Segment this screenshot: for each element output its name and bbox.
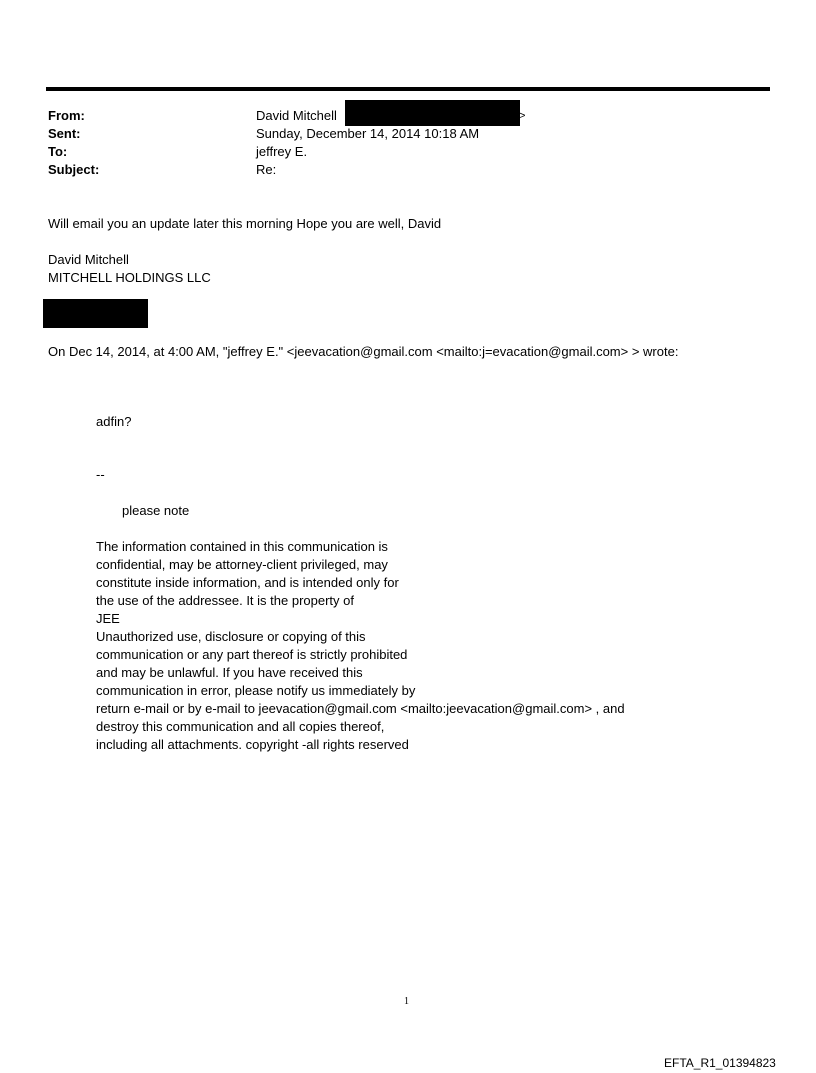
redaction-box <box>43 299 148 328</box>
disclaimer-line: JEE <box>96 611 120 626</box>
redaction-box <box>345 100 520 126</box>
disclaimer-line: communication or any part thereof is strictly prohibited <box>96 647 408 662</box>
disclaimer-line: communication in error, please notify us immediately by <box>96 683 416 698</box>
subject-value: Re: <box>256 162 277 177</box>
from-value: David Mitchell <box>256 108 337 123</box>
disclaimer-line: and may be unlawful. If you have received this <box>96 665 363 680</box>
to-value: jeffrey E. <box>256 144 308 159</box>
header-rule <box>46 87 770 91</box>
disclaimer-line: return e-mail or by e-mail to jeevacation@gmail.com <mailto:jeevacation@gmail.com> , and <box>96 701 625 716</box>
signature-name: David Mitchell <box>48 252 129 267</box>
document-id: EFTA_R1_01394823 <box>664 1056 776 1070</box>
subject-label: Subject: <box>48 162 100 177</box>
disclaimer-line: confidential, may be attorney-client privileged, may <box>96 557 388 572</box>
sent-value: Sunday, December 14, 2014 10:18 AM <box>256 126 480 141</box>
disclaimer-line: The information contained in this communication is <box>96 539 388 554</box>
disclaimer-line: destroy this communication and all copies thereof, <box>96 719 385 734</box>
to-label: To: <box>48 144 68 159</box>
disclaimer-line: Unauthorized use, disclosure or copying of this <box>96 629 366 644</box>
disclaimer-line: including all attachments. copyright -all rights reserved <box>96 737 409 752</box>
page-number: 1 <box>404 996 409 1007</box>
redaction-edge-mark: > <box>519 110 526 122</box>
quote-intro: On Dec 14, 2014, at 4:00 AM, "jeffrey E." <jeevacation@gmail.com <mailto:j=evacation@gmail.com> > wrote: <box>48 344 679 359</box>
signature-company: MITCHELL HOLDINGS LLC <box>48 270 211 285</box>
from-label: From: <box>48 108 85 123</box>
quoted-text: adfin? <box>96 414 132 429</box>
disclaimer-line: constitute inside information, and is intended only for <box>96 575 399 590</box>
signature-separator: -- <box>96 467 105 482</box>
message-text: Will email you an update later this morning Hope you are well, David <box>48 216 442 231</box>
sent-label: Sent: <box>48 126 81 141</box>
disclaimer-line: the use of the addressee. It is the property of <box>96 593 354 608</box>
please-note: please note <box>122 503 190 518</box>
